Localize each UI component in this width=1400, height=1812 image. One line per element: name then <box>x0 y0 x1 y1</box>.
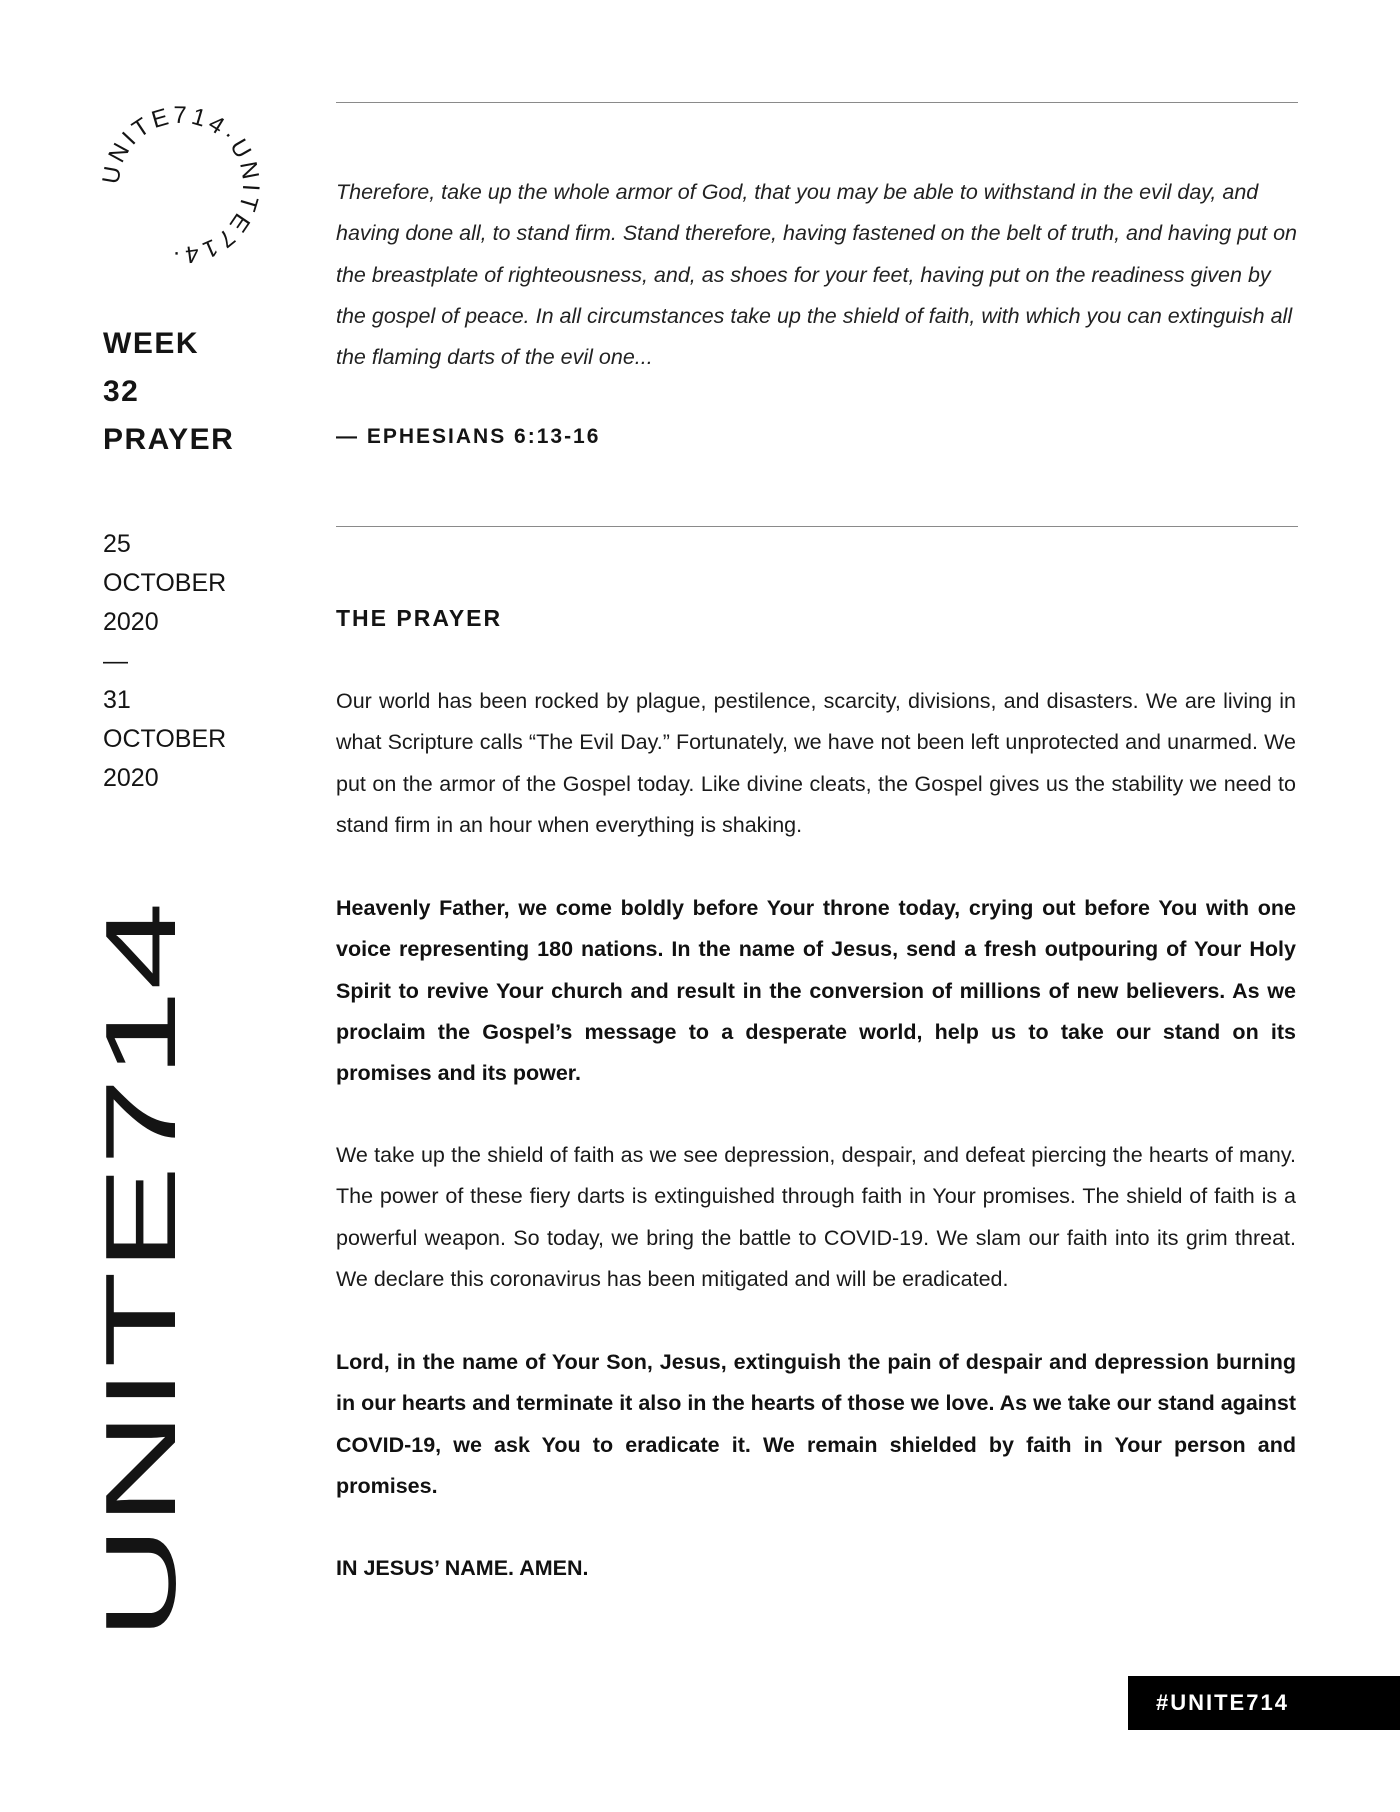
seal-text: UNITE714·UNITE714· <box>97 101 265 269</box>
prayer-paragraph-shield: We take up the shield of faith as we see depression, despair, and defeat piercing the hearts of many. The power of these fiery darts is extinguished through faith in Your promises. The shield of faith is a powerful weapon. So today, we bring the battle to COVID-19. We slam our faith into its grim threat. We declare this coronavirus has been mitigated and will be eradicated. <box>336 1143 1296 1291</box>
vertical-wordmark-graphic <box>85 900 197 1640</box>
end-day: 31 <box>103 686 131 714</box>
end-year: 2020 <box>103 764 159 792</box>
prayer-closing: IN JESUS’ NAME. AMEN. <box>336 1556 589 1580</box>
scripture-reference: — EPHESIANS 6:13-16 <box>336 425 601 448</box>
week-label <box>103 320 234 464</box>
prayer-heading: THE PRAYER <box>336 605 503 631</box>
start-day: 25 <box>103 530 131 558</box>
vertical-wordmark-text: UNITE714 <box>85 1173 197 1640</box>
unite714-seal-logo <box>96 100 266 270</box>
week-line: PRAYER <box>103 423 235 456</box>
svg-text:UNITE714·UNITE714· <box>97 102 264 269</box>
date-range <box>103 525 226 798</box>
start-month: OCTOBER <box>103 569 227 597</box>
hashtag-badge: #UNITE714 <box>1128 1676 1400 1730</box>
prayer-paragraph-covid: Lord, in the name of Your Son, Jesus, extinguish the pain of despair and depression burning in our hearts and terminate it also in the hearts of those we love. As we take our stand against COVID-19, we ask You to eradicate it. We remain shielded by faith in Your person and promises. <box>336 1350 1296 1498</box>
vertical-wordmark <box>85 900 197 1640</box>
top-divider <box>336 102 1298 103</box>
start-year: 2020 <box>103 608 159 636</box>
date-separator: — <box>103 647 128 675</box>
end-month: OCTOBER <box>103 725 227 753</box>
week-line: WEEK <box>103 327 199 360</box>
seal-graphic <box>96 100 266 270</box>
scripture-passage: Therefore, take up the whole armor of God, that you may be able to withstand in the evil day, and having done all, to stand firm. Stand therefore, having fastened on the belt of truth, and having put on the breastplate of righteousness, and, as shoes for your feet, having put on the readiness given by the gospel of peace. In all circumstances take up the shield of faith, with which you can extinguish all the flaming darts of the evil one... <box>336 180 1297 370</box>
prayer-paragraph-intro: Our world has been rocked by plague, pestilence, scarcity, divisions, and disasters. We are living in what Scripture calls “The Evil Day.” Fortunately, we have not been left unprotected and unarmed. We put on the armor of the Gospel today. Like divine cleats, the Gospel gives us the stability we need to stand firm in an hour when everything is shaking. <box>336 689 1296 837</box>
prayer-paragraph-petition: Heavenly Father, we come boldly before Your throne today, crying out before You with one voice representing 180 nations. In the name of Jesus, send a fresh outpouring of Your Holy Spirit to revive Your church and result in the conversion of millions of new believers. As we proclaim the Gospel’s message to a desperate world, help us to take our stand on its promises and its power. <box>336 896 1296 1086</box>
middle-divider <box>336 526 1298 527</box>
week-number: 32 <box>103 375 140 408</box>
